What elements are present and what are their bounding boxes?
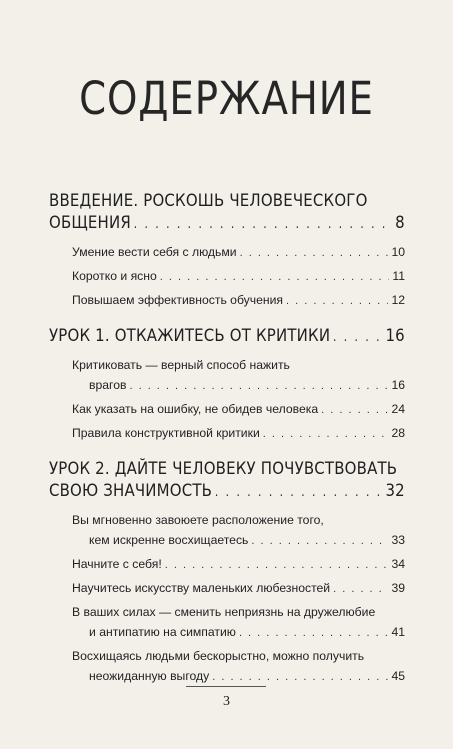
- dot-leader: [263, 424, 389, 444]
- dot-leader: [321, 400, 388, 420]
- dot-leader: [129, 376, 388, 396]
- toc-entry[interactable]: Умение вести себя с людьми . . . 10: [72, 242, 405, 263]
- dot-leader: [286, 291, 388, 311]
- toc-section-lesson-2: [49, 458, 405, 687]
- page-ref: 24: [391, 402, 405, 416]
- page-title: СОДЕРЖАНИЕ: [79, 72, 374, 125]
- dot-leader: [212, 667, 388, 687]
- footer-divider: [186, 686, 266, 687]
- toc-entry[interactable]: Коротко и ясно . . . 11: [72, 266, 405, 287]
- section-heading[interactable]: [49, 458, 405, 504]
- heading-line: УРОК 2. ДАЙТЕ ЧЕЛОВЕКУ ПОЧУВСТВОВАТЬ: [49, 459, 398, 479]
- heading-line: ВВЕДЕНИЕ. РОСКОШЬ ЧЕЛОВЕЧЕСКОГО: [49, 191, 368, 211]
- dot-leader: [160, 267, 390, 287]
- page-ref: 33: [391, 533, 405, 547]
- toc-entry[interactable]: Как указать на ошибку, не обидев человека . . . 24: [72, 399, 405, 420]
- toc-entry[interactable]: Вы мгновенно завоюете расположение того, кем искренне восхищаетесь . . . 33: [72, 510, 405, 551]
- dot-leader: [333, 579, 388, 599]
- toc-entry[interactable]: Начните с себя! . . . 34: [72, 554, 405, 575]
- heading-line-last: ОБЩЕНИЯ . . . 8: [49, 212, 405, 236]
- page-ref: 28: [391, 426, 405, 440]
- toc-entry[interactable]: Повышаем эффективность обучения . . . 12: [72, 290, 405, 311]
- dot-leader: [165, 555, 389, 575]
- table-of-contents: [49, 190, 405, 701]
- page-ref: 34: [391, 557, 405, 571]
- dot-leader: [251, 531, 388, 551]
- dot-leader: [134, 214, 393, 236]
- page-ref: 12: [391, 293, 405, 307]
- page-ref: 39: [391, 581, 405, 595]
- page-ref: 16: [391, 378, 405, 392]
- toc-section-lesson-1: [49, 325, 405, 444]
- page-ref: 41: [391, 625, 405, 639]
- page-ref: 32: [385, 481, 405, 501]
- page-ref: 8: [395, 213, 405, 233]
- section-heading[interactable]: [49, 325, 405, 349]
- dot-leader: [240, 243, 389, 263]
- toc-section-introduction: [49, 190, 405, 311]
- toc-entry[interactable]: Правила конструктивной критики . . . 28: [72, 423, 405, 444]
- page-ref: 10: [391, 245, 405, 259]
- dot-leader: [239, 623, 389, 643]
- page-ref: 11: [392, 269, 405, 283]
- heading-line-last: СВОЮ ЗНАЧИМОСТЬ . . . 32: [49, 480, 405, 504]
- toc-entry[interactable]: Критиковать — верный способ нажить врагов . . . 16: [72, 355, 405, 396]
- page-ref: 16: [385, 326, 405, 346]
- toc-entry[interactable]: В ваших силах — сменить неприязнь на дружелюбие и антипатию на симпатию . . . 41: [72, 602, 405, 643]
- section-heading[interactable]: [49, 190, 405, 236]
- page-ref: 45: [391, 669, 405, 683]
- toc-entry[interactable]: Научитесь искусству маленьких любезностей . . . 39: [72, 578, 405, 599]
- page-number: 3: [223, 694, 230, 709]
- heading-line-last: УРОК 1. ОТКАЖИТЕСЬ ОТ КРИТИКИ . . . 16: [49, 325, 405, 349]
- dot-leader: [333, 327, 383, 349]
- dot-leader: [215, 482, 383, 504]
- toc-entry[interactable]: Восхищаясь людьми бескорыстно, можно получить неожиданную выгоду . . . 45: [72, 646, 405, 687]
